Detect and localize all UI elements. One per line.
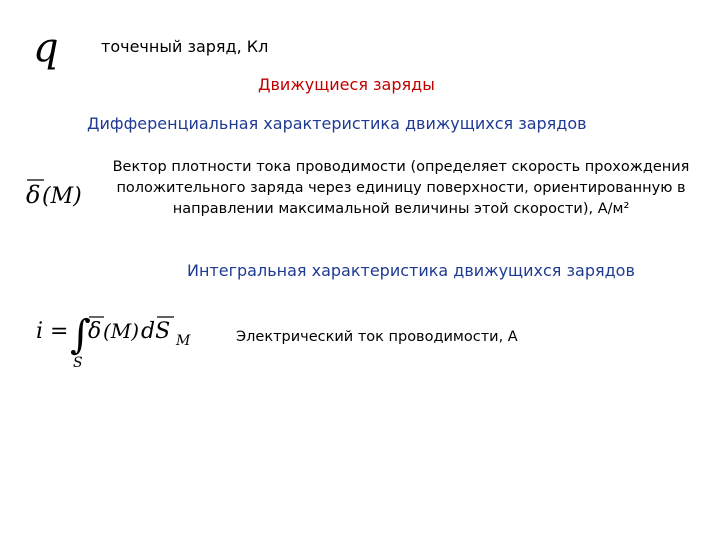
integral-sign: ∫ xyxy=(70,312,91,358)
formula-argument: (M) xyxy=(103,319,140,343)
description-line: положительного заряда через единицу поверхности, ориентированную в xyxy=(116,180,686,196)
formula-differential: dS xyxy=(141,319,171,344)
formula-lhs: i xyxy=(36,319,44,344)
formula-equals: = xyxy=(50,319,69,344)
point-charge-description: точечный заряд, Кл xyxy=(101,37,269,56)
delta-glyph: δ xyxy=(26,181,41,209)
point-charge-symbol: q xyxy=(33,25,59,71)
current-density-description xyxy=(111,157,691,220)
moving-charges-heading: Движущиеся заряды xyxy=(258,75,435,94)
electric-current-description: Электрический ток проводимости, А xyxy=(236,329,518,345)
description-line: Вектор плотности тока проводимости (определяет скорость прохождения xyxy=(112,159,690,175)
delta-argument: (M) xyxy=(42,184,82,209)
formula-delta: δ xyxy=(88,319,102,344)
integral-characteristic-heading: Интегральная характеристика движущихся зарядов xyxy=(187,261,635,280)
differential-characteristic-heading: Дифференциальная характеристика движущихся зарядов xyxy=(87,114,587,133)
current-integral-formula xyxy=(34,300,204,372)
current-density-symbol xyxy=(24,174,94,210)
formula-subscript: M xyxy=(176,333,191,349)
integral-lower-limit: S xyxy=(73,355,83,371)
description-line: направлении максимальной величины этой скорости), А/м² xyxy=(172,201,630,217)
